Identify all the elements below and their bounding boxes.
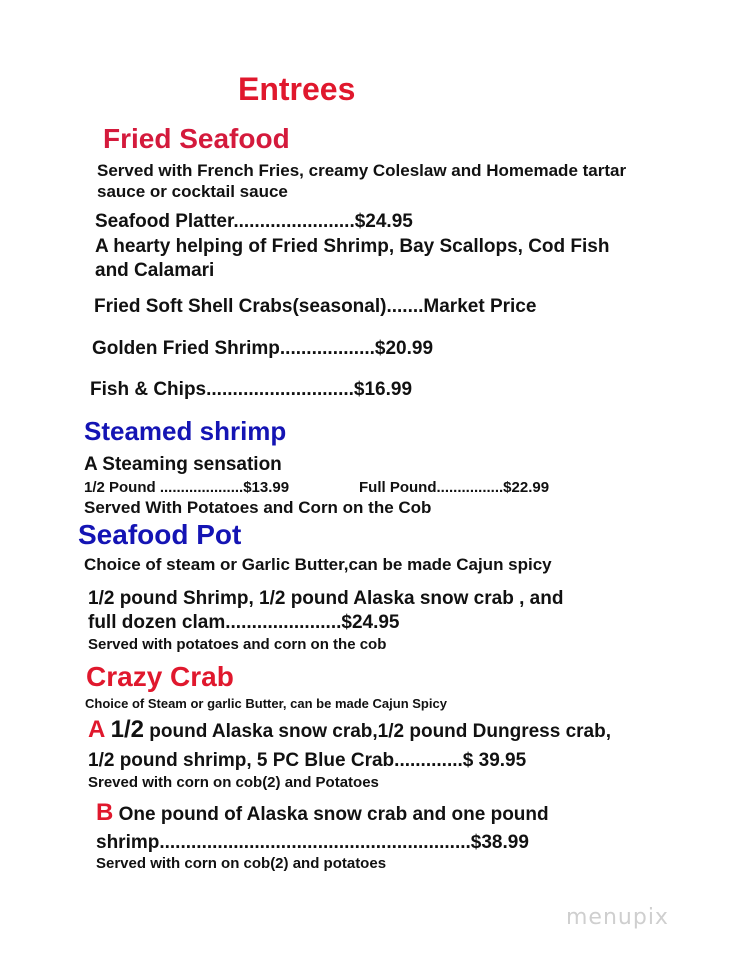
crazy-crab-option-b-line2: shrimp...........................................................$38.99 xyxy=(96,832,529,853)
seafood-platter-description-line1: A hearty helping of Fried Shrimp, Bay Scallops, Cod Fish xyxy=(95,236,610,257)
page-title: Entrees xyxy=(238,71,356,107)
steamed-shrimp-heading: Steamed shrimp xyxy=(84,416,287,446)
seafood-pot-heading: Seafood Pot xyxy=(78,519,242,550)
crazy-crab-option-a-served: Sreved with corn on cob(2) and Potatoes xyxy=(88,774,379,791)
steamed-shrimp-half-pound: 1/2 Pound ....................$13.99 xyxy=(84,479,290,496)
option-a-half: 1/2 xyxy=(110,716,144,743)
seafood-pot-served-with: Served with potatoes and corn on the cob xyxy=(88,636,387,653)
seafood-pot-choice: Choice of steam or Garlic Butter,can be made Cajun spicy xyxy=(84,555,552,574)
steamed-shrimp-full-pound: Full Pound................$22.99 xyxy=(359,479,550,496)
steamed-shrimp-tagline: A Steaming sensation xyxy=(84,454,282,475)
crazy-crab-option-b-line1 xyxy=(96,801,549,825)
steamed-shrimp-served-with: Served With Potatoes and Corn on the Cob xyxy=(84,498,432,517)
crazy-crab-option-a-line1 xyxy=(88,718,611,742)
option-b-letter: B xyxy=(96,799,114,826)
crazy-crab-option-b-served: Served with corn on cob(2) and potatoes xyxy=(96,855,387,872)
crazy-crab-option-a-line2: 1/2 pound shrimp, 5 PC Blue Crab.............$ 39.95 xyxy=(88,750,527,771)
fish-and-chips-item: Fish & Chips............................$16.99 xyxy=(90,379,413,400)
seafood-platter-description-line2: and Calamari xyxy=(95,260,215,281)
seafood-platter-item: Seafood Platter.......................$24.95 xyxy=(95,211,413,232)
seafood-pot-line2: full dozen clam......................$24.95 xyxy=(88,612,400,633)
crazy-crab-choice: Choice of Steam or garlic Butter, can be made Cajun Spicy xyxy=(85,696,447,711)
menupix-watermark: menupix xyxy=(566,905,669,930)
golden-fried-shrimp-item: Golden Fried Shrimp..................$20.99 xyxy=(92,338,434,359)
option-a-letter: A xyxy=(88,716,106,743)
option-b-line1-text: One pound of Alaska snow crab and one pound xyxy=(118,804,549,825)
fried-seafood-heading: Fried Seafood xyxy=(103,123,290,154)
seafood-pot-line1: 1/2 pound Shrimp, 1/2 pound Alaska snow crab , and xyxy=(88,588,564,609)
fried-seafood-intro-line2: sauce or cocktail sauce xyxy=(97,182,288,201)
option-a-line1-text: pound Alaska snow crab,1/2 pound Dungress crab, xyxy=(144,721,612,742)
soft-shell-crabs-item: Fried Soft Shell Crabs(seasonal).......Market Price xyxy=(94,296,537,317)
crazy-crab-heading: Crazy Crab xyxy=(86,661,234,692)
fried-seafood-intro-line1: Served with French Fries, creamy Coleslaw and Homemade tartar xyxy=(97,161,627,180)
